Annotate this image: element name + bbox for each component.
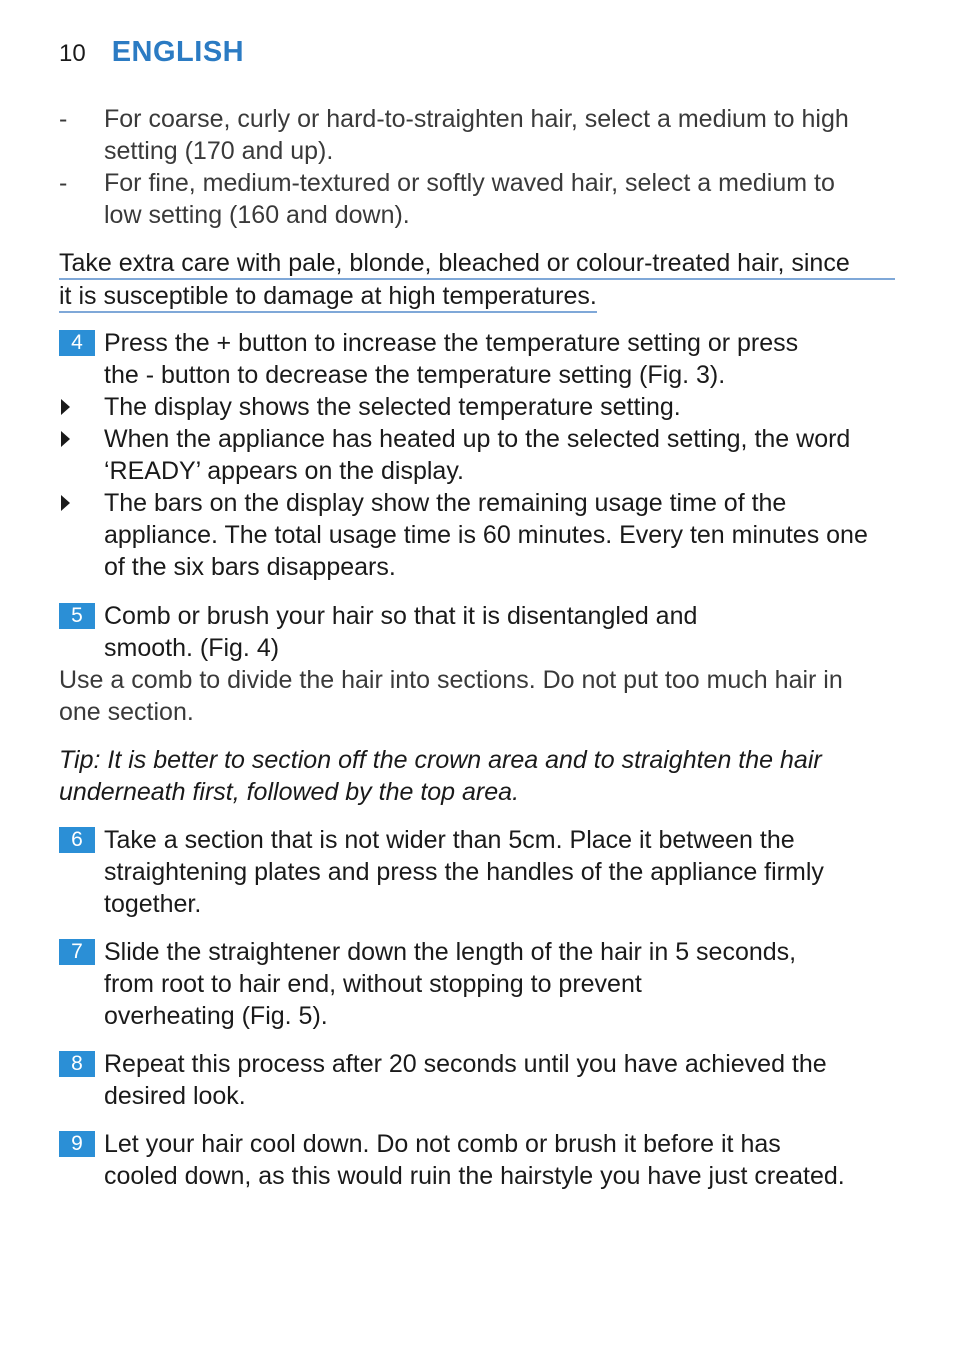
dash-marker: - — [59, 105, 68, 133]
step-4 — [59, 327, 899, 583]
page-header — [59, 36, 244, 69]
care-warning — [59, 247, 899, 313]
step-line: together. — [104, 890, 202, 918]
step-line: overheating (Fig. 5). — [104, 1002, 328, 1030]
list-item-line: For coarse, curly or hard-to-straighten hair, select a medium to high — [104, 105, 849, 133]
step-number-badge: 9 — [59, 1131, 95, 1157]
dash-marker: - — [59, 169, 68, 197]
list-item-line: For fine, medium-textured or softly waved hair, select a medium to — [104, 169, 835, 197]
step-number-badge: 4 — [59, 330, 95, 356]
page-number: 10 — [59, 40, 86, 67]
step-line: desired look. — [104, 1082, 246, 1110]
warning-line: Take extra care with pale, blonde, bleached or colour-treated hair, since — [59, 248, 895, 280]
step-line: cooled down, as this would ruin the hairstyle you have just created. — [104, 1162, 845, 1190]
tip-line: Tip: It is better to section off the crown area and to straighten the hair — [59, 746, 822, 774]
triangle-bullet-icon — [61, 399, 70, 415]
hair-type-list — [59, 103, 899, 231]
bullet-line: appliance. The total usage time is 60 minutes. Every ten minutes one — [104, 521, 868, 549]
step-line: from root to hair end, without stopping to prevent — [104, 970, 642, 998]
step-line: Repeat this process after 20 seconds until you have achieved the — [104, 1050, 827, 1078]
step-instruction — [59, 1128, 899, 1192]
step-line: the - button to decrease the temperature setting (Fig. 3). — [104, 361, 726, 389]
step-number-badge: 7 — [59, 939, 95, 965]
triangle-bullet-icon — [61, 495, 70, 511]
list-item-line: low setting (160 and down). — [104, 201, 410, 229]
step-5 — [59, 600, 899, 728]
step-line: Press the + button to increase the temperature setting or press — [104, 329, 799, 357]
list-item — [59, 103, 899, 167]
result-bullet — [59, 487, 899, 583]
result-bullet — [59, 391, 899, 423]
list-item-line: setting (170 and up). — [104, 137, 334, 165]
step-7 — [59, 936, 899, 1032]
list-item — [59, 167, 899, 231]
bullet-line: When the appliance has heated up to the selected setting, the word — [104, 425, 851, 453]
tip-line: underneath first, followed by the top area. — [59, 778, 520, 806]
step-line: straightening plates and press the handles of the appliance firmly — [104, 858, 824, 886]
bullet-line: The bars on the display show the remaining usage time of the — [104, 489, 787, 517]
bullet-line: ‘READY’ appears on the display. — [104, 457, 464, 485]
step-note — [59, 664, 899, 728]
warning-line: it is susceptible to damage at high temperatures. — [59, 281, 597, 313]
step-instruction — [59, 600, 899, 664]
step-instruction — [59, 936, 899, 1032]
step-instruction — [59, 824, 899, 920]
note-line: Use a comb to divide the hair into sections. Do not put too much hair in — [59, 666, 843, 694]
step-8 — [59, 1048, 899, 1112]
step-instruction — [59, 327, 899, 391]
bullet-line: The display shows the selected temperature setting. — [104, 393, 681, 421]
step-line: Slide the straightener down the length of the hair in 5 seconds, — [104, 938, 797, 966]
step-number-badge: 5 — [59, 603, 95, 629]
result-bullet — [59, 423, 899, 487]
step-line: Comb or brush your hair so that it is disentangled and — [104, 602, 698, 630]
step-9 — [59, 1128, 899, 1192]
triangle-bullet-icon — [61, 431, 70, 447]
step-number-badge: 6 — [59, 827, 95, 853]
step-instruction — [59, 1048, 899, 1112]
step-6 — [59, 824, 899, 920]
tip — [59, 744, 899, 808]
note-line: one section. — [59, 698, 194, 726]
step-line: Take a section that is not wider than 5cm. Place it between the — [104, 826, 795, 854]
step-line: smooth. (Fig. 4) — [104, 634, 280, 662]
step-line: Let your hair cool down. Do not comb or brush it before it has — [104, 1130, 781, 1158]
language-title: ENGLISH — [111, 36, 245, 68]
bullet-line: of the six bars disappears. — [104, 553, 396, 581]
step-number-badge: 8 — [59, 1051, 95, 1077]
